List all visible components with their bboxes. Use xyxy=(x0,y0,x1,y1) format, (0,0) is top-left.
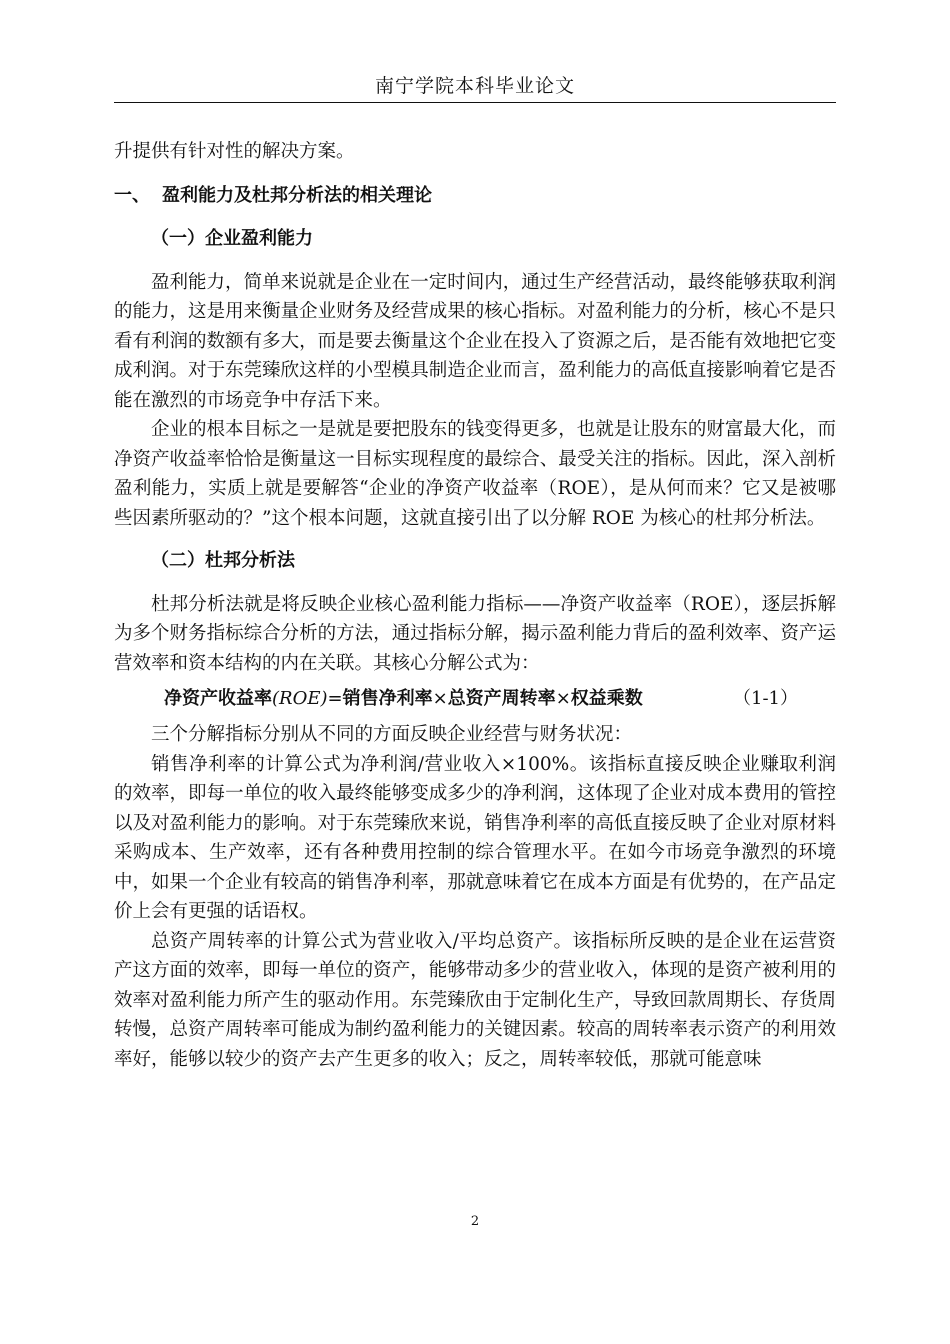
formula-expression: 净资产收益率(ROE)=销售净利率×总资产周转率×权益乘数 xyxy=(164,688,643,709)
paragraph-three-indicators: 三个分解指标分别从不同的方面反映企业经营与财务状况： xyxy=(151,724,633,745)
continued-paragraph: 升提供有针对性的解决方案。 xyxy=(114,141,355,162)
header-divider xyxy=(114,102,836,103)
page-body xyxy=(114,137,836,1074)
dupont-formula xyxy=(114,684,836,714)
paragraph-asset-turnover: 总资产周转率的计算公式为营业收入/平均总资产。该指标所反映的是企业在运营资产这方面的效率，即每一单位的资产，能够带动多少的营业收入，体现的是资产被利用的效率对盈利能力所产生的驱动作用。东莞臻欣由于定制化生产，导致回款周期长、存货周转慢，总资产周转率可能成为制约盈利能力的关键因素。较高的周转率表示资产的利用效率好，能够以较少的资产去产生更多的收入；反之，周转率较低，那就可能意味 xyxy=(114,930,836,1070)
paragraph-roe-goal: 企业的根本目标之一是就是要把股东的钱变得更多，也就是让股东的财富最大化，而净资产收益率恰恰是衡量这一目标实现程度的最综合、最受关注的指标。因此，深入剖析盈利能力，实质上就是要解答“企业的净资产收益率（ROE），是从何而来？它又是被哪些因素所驱动的？”这个根本问题，这就直接引出了以分解 ROE 为核心的杜邦分析法。 xyxy=(114,419,836,529)
formula-number: （1-1） xyxy=(733,688,798,709)
page-number: 2 xyxy=(470,1214,480,1229)
section-number: 一、 xyxy=(114,184,150,206)
page-header-title: 南宁学院本科毕业论文 xyxy=(374,75,575,97)
paragraph-net-profit-margin: 销售净利率的计算公式为净利润/营业收入×100%。该指标直接反映企业赚取利润的效率，即每一单位的收入最终能够变成多少的净利润，这体现了企业对成本费用的管控以及对盈利能力的影响。对于东莞臻欣来说，销售净利率的高低直接反映了企业对原材料采购成本、生产效率，还有各种费用控制的综合管理水平。在如今市场竞争激烈的环境中，如果一个企业有较高的销售净利率，那就意味着它在成本方面是有优势的，在产品定价上会有更强的话语权。 xyxy=(114,753,836,922)
section-heading xyxy=(114,181,836,211)
paragraph-profitability-definition: 盈利能力，简单来说就是企业在一定时间内，通过生产经营活动，最终能够获取利润的能力，这是用来衡量企业财务及经营成果的核心指标。对盈利能力的分析，核心不是只看有利润的数额有多大，而是要去衡量这个企业在投入了资源之后，是否能有效地把它变成利润。对于东莞臻欣这样的小型模具制造企业而言，盈利能力的高低直接影响着它是否能在激烈的市场竞争中存活下来。 xyxy=(114,271,836,411)
section-title: 盈利能力及杜邦分析法的相关理论 xyxy=(162,184,432,206)
subsection-heading-2: （二）杜邦分析法 xyxy=(151,550,295,571)
subsection-heading-1: （一）企业盈利能力 xyxy=(151,228,313,249)
paragraph-dupont-intro: 杜邦分析法就是将反映企业核心盈利能力指标——净资产收益率（ROE），逐层拆解为多个财务指标综合分析的方法，通过指标分解，揭示盈利能力背后的盈利效率、资产运营效率和资本结构的内在关联。其核心分解公式为： xyxy=(114,593,836,674)
